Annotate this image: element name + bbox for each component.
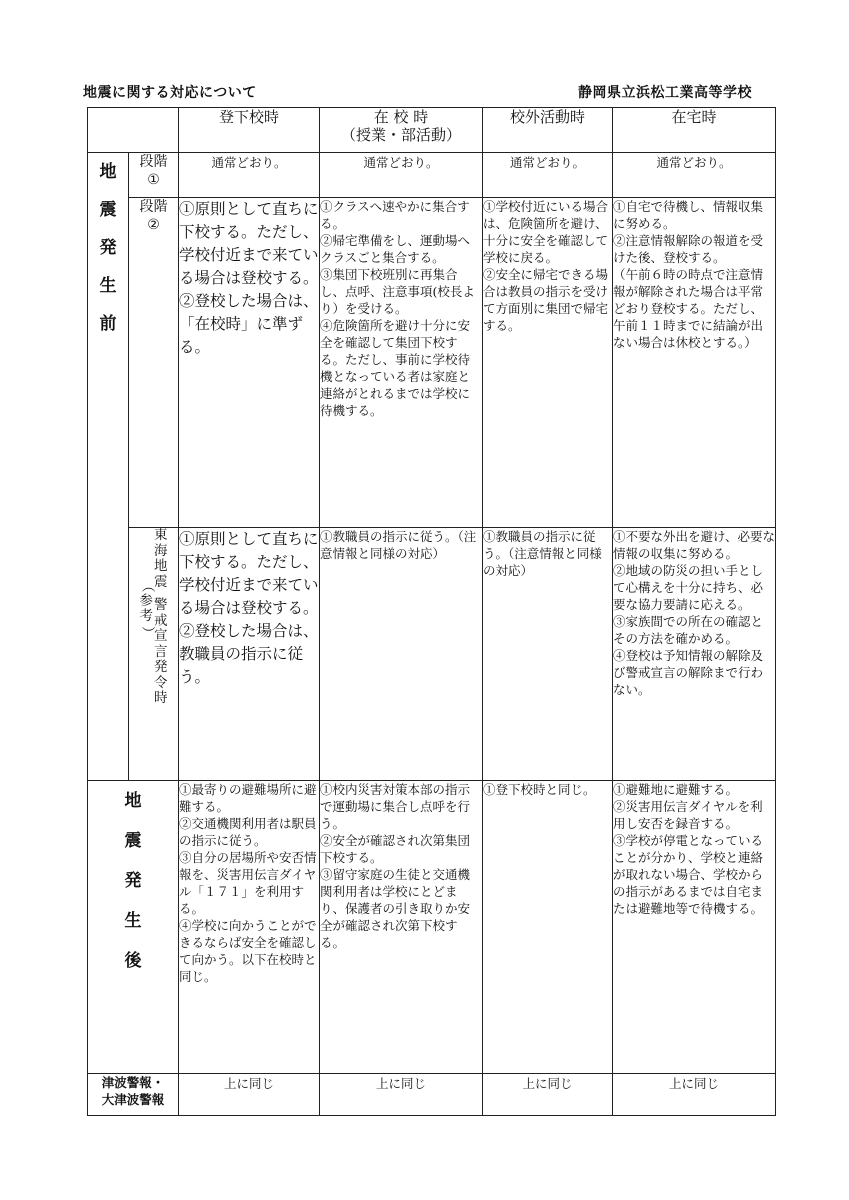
tokai-home-item: ②地域の防災の担い手として心構えを十分に持ち、必要な協力要請に応える。 bbox=[613, 563, 764, 612]
after-in-school-item: ①校内災害対策本部の指示で運動場に集合し点呼を行う。 bbox=[320, 782, 471, 831]
col-header-in-school bbox=[320, 108, 483, 153]
tokai-note-char: ） bbox=[139, 625, 155, 639]
col-header-commute-label: 登下校時 bbox=[218, 108, 279, 126]
stage2-label bbox=[129, 198, 179, 528]
after-outside bbox=[483, 781, 613, 1074]
row-stage1 bbox=[88, 153, 776, 198]
after-commute-item: ③自分の居場所や安否情報を、災害用伝言ダイヤル「１７１」を利用する。 bbox=[179, 850, 317, 916]
row-stage2 bbox=[88, 198, 776, 528]
tokai-home-item: ①不要な外出を避け、必要な情報の収集に努める。 bbox=[613, 529, 776, 561]
before-label-char: 震 bbox=[99, 200, 117, 220]
tokai-label-char: 言 bbox=[154, 643, 168, 660]
tokai-home bbox=[613, 528, 776, 781]
before-label-char: 地 bbox=[99, 162, 117, 182]
after-in-school-item: ③留守家庭の生徒と交通機関利用者は学校にとどまり、保護者の引き取りか安全が確認され次第下校する。 bbox=[320, 867, 471, 950]
after-home-item: ①避難地に避難する。 bbox=[613, 782, 739, 797]
stage2-outside-item: ①学校付近にいる場合は、危険箇所を避け、十分に安全を確認して学校に戻る。 bbox=[483, 199, 609, 265]
tokai-label-char: 発 bbox=[154, 659, 168, 675]
after-earthquake-label bbox=[88, 781, 179, 1074]
col-header-commute bbox=[179, 108, 320, 153]
stage1-home: 通常どおり。 bbox=[613, 153, 776, 198]
school-name: 静岡県立浜松工業高等学校 bbox=[578, 85, 752, 101]
after-home-item: ②災害用伝言ダイヤルを利用し安否を録音する。 bbox=[613, 799, 763, 831]
tsunami-in-school: 上に同じ bbox=[320, 1074, 483, 1116]
corner-cell bbox=[88, 108, 179, 153]
stage1-commute: 通常どおり。 bbox=[179, 153, 320, 198]
after-in-school-item: ②安全が確認され次第集団下校する。 bbox=[320, 833, 471, 865]
after-outside-item: ①登下校時と同じ。 bbox=[483, 782, 596, 797]
stage2-in-school bbox=[320, 198, 483, 528]
after-label-char: 発 bbox=[124, 871, 142, 891]
stage2-in-school-item: ③集団下校班別に再集合し、点呼、注意事項(校長より）を受ける。 bbox=[320, 267, 475, 316]
stage2-commute-item: ①原則として直ちに下校する。ただし、学校付近まで来ている場合は登校する。 bbox=[179, 200, 319, 287]
after-in-school bbox=[320, 781, 483, 1074]
after-label-char: 生 bbox=[124, 911, 142, 931]
stage2-outside-item: ②安全に帰宅できる場合は教員の指示を受けて方面別に集団で帰宅する。 bbox=[483, 267, 609, 333]
after-home bbox=[613, 781, 776, 1074]
tokai-home-item: ④登校は予知情報の解除及び警戒宣言の解除まで行わない。 bbox=[613, 648, 764, 697]
col-header-in-school-sub: （授業・部活動） bbox=[340, 126, 461, 144]
header-row bbox=[88, 108, 776, 153]
stage1-label bbox=[129, 153, 179, 198]
response-table bbox=[87, 107, 776, 1116]
tokai-label-char: 令 bbox=[154, 674, 168, 691]
col-header-outside-label: 校外活動時 bbox=[509, 108, 585, 126]
before-earthquake-label bbox=[88, 153, 129, 781]
stage2-home-item: ②注意情報解除の報道を受けた後、登校する。 bbox=[613, 233, 764, 265]
after-label-char: 震 bbox=[124, 831, 142, 851]
stage2-in-school-item: ④危険箇所を避け十分に安全を確認して集団下校する。ただし、事前に学校待機となっている者は家庭と連絡がとれるまでは学校に待機する。 bbox=[320, 318, 471, 418]
stage2-outside bbox=[483, 198, 613, 528]
after-label-char: 後 bbox=[124, 951, 142, 971]
tokai-commute-item: ①原則として直ちに下校する。ただし、学校付近まで来ている場合は登校する。 bbox=[179, 530, 319, 617]
before-label-char: 前 bbox=[99, 314, 117, 334]
stage2-in-school-item: ②帰宅準備をし、運動場へクラスごと集合する。 bbox=[320, 233, 471, 265]
col-header-home-label: 在宅時 bbox=[671, 108, 717, 126]
stage1-outside: 通常どおり。 bbox=[483, 153, 613, 198]
tokai-in-school bbox=[320, 528, 483, 781]
tokai-label-char: 震 bbox=[154, 573, 168, 590]
tokai-commute-item: ②登校した場合は、教職員の指示に従う。 bbox=[179, 622, 319, 686]
tokai-commute bbox=[179, 528, 320, 781]
stage2-home-item: ①自宅で待機し、情報収集に努める。 bbox=[613, 199, 764, 231]
tokai-outside-item: ①教職員の指示に従う。（注意情報と同様の対応） bbox=[483, 529, 602, 578]
row-tsunami bbox=[88, 1074, 776, 1116]
after-commute-item: ④学校に向かうことができるならば安全を確認して向かう。以下在校時と同じ。 bbox=[179, 918, 317, 984]
after-commute-item: ①最寄りの避難場所に避難する。 bbox=[179, 782, 317, 814]
row-after-earthquake bbox=[88, 781, 776, 1074]
document-title: 地震に関する対応について bbox=[83, 85, 257, 101]
tokai-label-char: 戒 bbox=[154, 612, 168, 629]
tsunami-label bbox=[88, 1074, 179, 1116]
stage2-label-text: 段階 bbox=[139, 199, 168, 215]
tsunami-commute: 上に同じ bbox=[179, 1074, 320, 1116]
tokai-label-char: 東 bbox=[154, 527, 168, 543]
after-label-char: 地 bbox=[124, 791, 142, 811]
col-header-home bbox=[613, 108, 776, 153]
stage2-commute-item: ②登校した場合は、「在校時」に準ずる。 bbox=[179, 292, 319, 356]
tokai-note-char: 考 bbox=[139, 608, 153, 624]
before-label-char: 発 bbox=[99, 238, 117, 258]
stage2-home-item: （午前６時の時点で注意情報が解除された場合は平常どおり登校する。ただし、午前１１時までに結論が出ない場合は休校とする。） bbox=[613, 267, 764, 350]
col-header-outside bbox=[483, 108, 613, 153]
tokai-home-item: ③家族間での所在の確認とその方法を確かめる。 bbox=[613, 614, 764, 646]
tokai-label-char: 海 bbox=[154, 542, 168, 559]
after-home-item: ③学校が停電となっていることが分かり、学校と連絡が取れない場合、学校からの指示があるまでは自宅または避難地等で待機する。 bbox=[613, 833, 764, 916]
stage2-commute bbox=[179, 198, 320, 528]
tokai-warning-label bbox=[129, 528, 179, 781]
before-label-char: 生 bbox=[99, 276, 117, 296]
tokai-label-char: 宣 bbox=[154, 628, 168, 644]
stage1-label-text: 段階 bbox=[139, 154, 168, 170]
stage2-label-number: ② bbox=[147, 217, 160, 233]
stage1-in-school: 通常どおり。 bbox=[320, 153, 483, 198]
tokai-note-char: 参 bbox=[139, 592, 153, 609]
tsunami-home: 上に同じ bbox=[613, 1074, 776, 1116]
row-tokai-warning bbox=[88, 528, 776, 781]
tokai-outside bbox=[483, 528, 613, 781]
after-commute-item: ②交通機関利用者は駅員の指示に従う。 bbox=[179, 816, 317, 848]
tokai-label-char: 時 bbox=[154, 690, 168, 706]
tokai-note-char: （ bbox=[139, 579, 155, 593]
tsunami-label-line: 大津波警報 bbox=[101, 1092, 165, 1107]
stage1-label-number: ① bbox=[147, 172, 160, 188]
tokai-in-school-item: ①教職員の指示に従う。（注意情報と同様の対応） bbox=[320, 529, 477, 561]
stage2-home bbox=[613, 198, 776, 528]
tokai-label-char: 地 bbox=[154, 558, 168, 574]
tsunami-label-line: 津波警報・ bbox=[101, 1075, 165, 1090]
after-commute bbox=[179, 781, 320, 1074]
tokai-label-char: 警 bbox=[154, 597, 168, 613]
col-header-in-school-label: 在 校 時 bbox=[373, 108, 429, 126]
tsunami-outside: 上に同じ bbox=[483, 1074, 613, 1116]
stage2-in-school-item: ①クラスへ速やかに集合する。 bbox=[320, 199, 470, 231]
